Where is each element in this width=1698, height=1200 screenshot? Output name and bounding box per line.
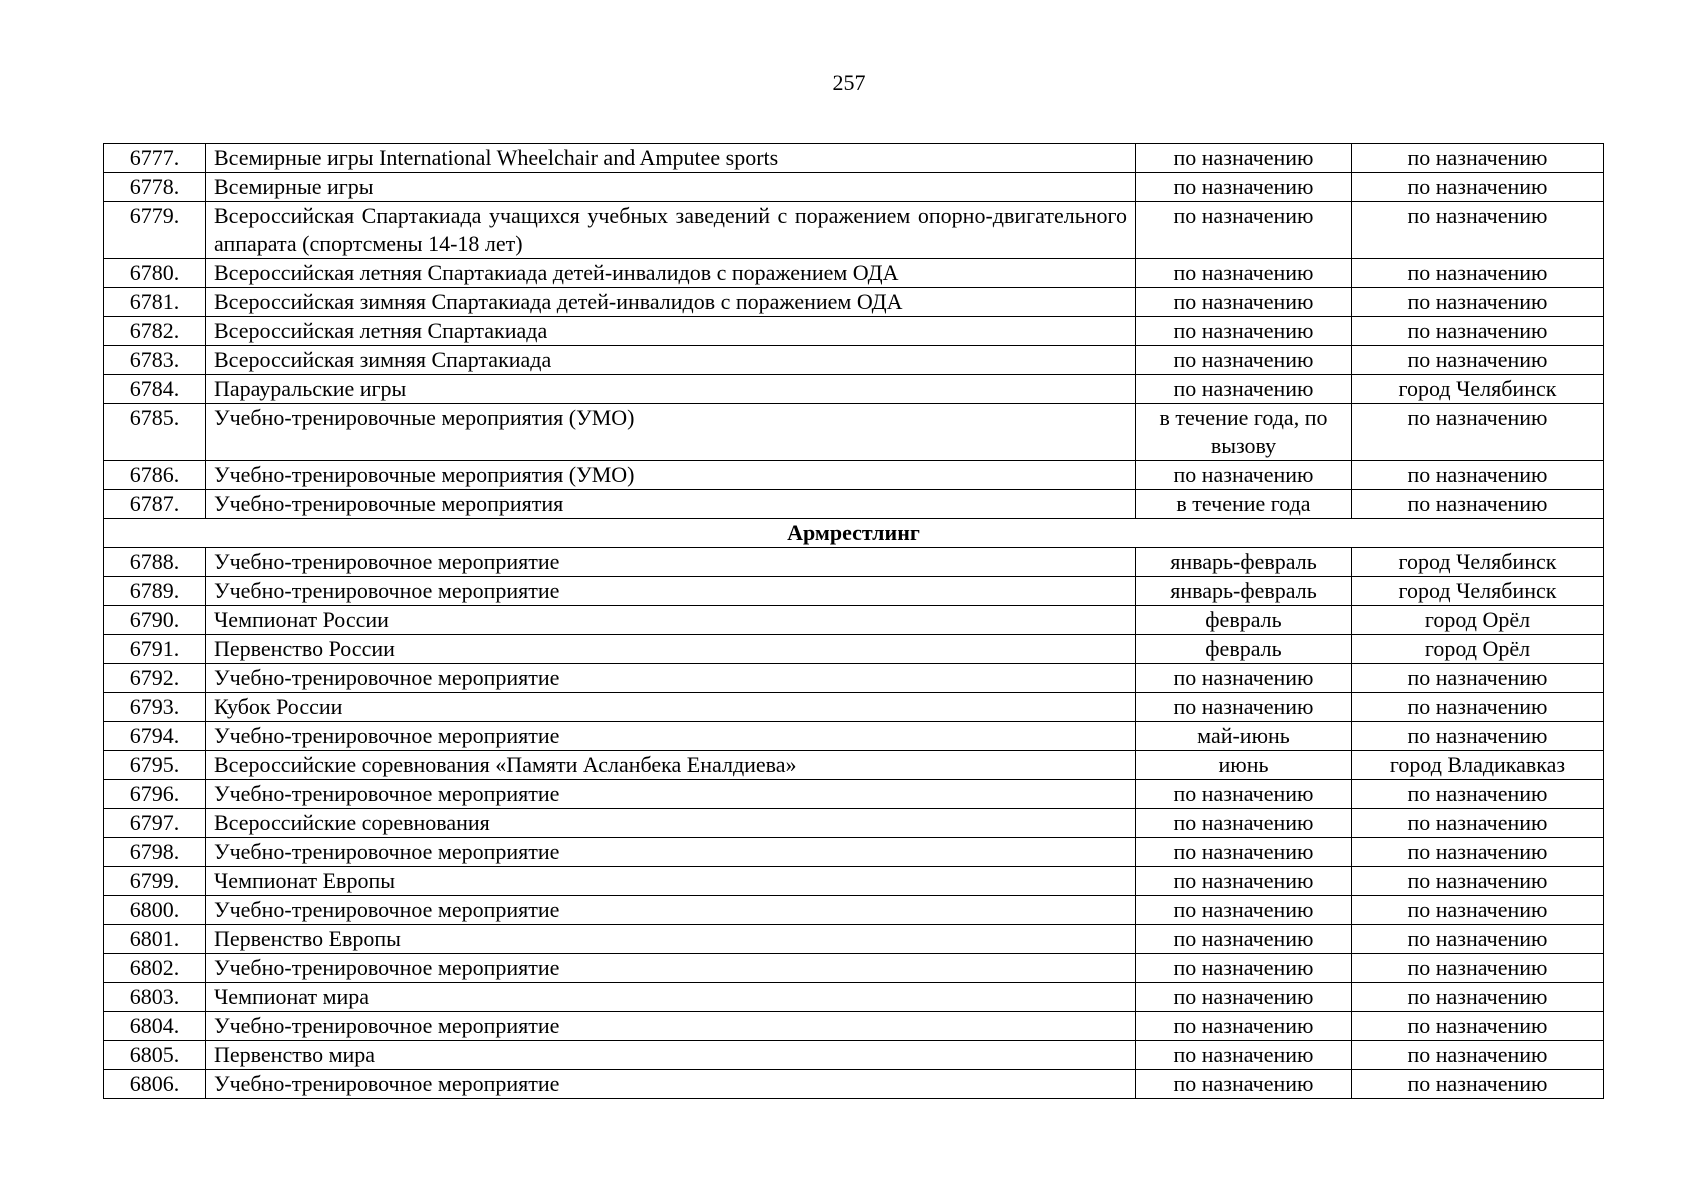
event-date: январь-февраль <box>1136 577 1352 606</box>
event-date: январь-февраль <box>1136 548 1352 577</box>
event-place: по назначению <box>1352 259 1604 288</box>
table-row <box>104 664 1604 693</box>
event-name: Всероссийская летняя Спартакиада <box>206 317 1136 346</box>
table-row <box>104 606 1604 635</box>
event-name: Парауральские игры <box>206 375 1136 404</box>
event-date: в течение года, по вызову <box>1136 404 1352 461</box>
table-row <box>104 375 1604 404</box>
event-date: в течение года <box>1136 490 1352 519</box>
event-name: Учебно-тренировочное мероприятие <box>206 548 1136 577</box>
event-place: по назначению <box>1352 144 1604 173</box>
event-date: по назначению <box>1136 809 1352 838</box>
event-place: город Челябинск <box>1352 548 1604 577</box>
rows-after-section <box>104 548 1604 1099</box>
event-date: по назначению <box>1136 346 1352 375</box>
row-number: 6792. <box>104 664 206 693</box>
row-number: 6785. <box>104 404 206 461</box>
event-date: по назначению <box>1136 317 1352 346</box>
event-date: по назначению <box>1136 693 1352 722</box>
table-row <box>104 867 1604 896</box>
table-row <box>104 490 1604 519</box>
event-name: Первенство мира <box>206 1041 1136 1070</box>
event-place: по назначению <box>1352 490 1604 519</box>
event-place: по назначению <box>1352 288 1604 317</box>
table-row <box>104 144 1604 173</box>
table-row <box>104 346 1604 375</box>
row-number: 6779. <box>104 202 206 259</box>
event-name: Учебно-тренировочное мероприятие <box>206 577 1136 606</box>
event-date: по назначению <box>1136 954 1352 983</box>
row-number: 6806. <box>104 1070 206 1099</box>
event-date: по назначению <box>1136 259 1352 288</box>
event-date: по назначению <box>1136 925 1352 954</box>
event-place: по назначению <box>1352 461 1604 490</box>
event-date: по назначению <box>1136 780 1352 809</box>
event-name: Всемирные игры <box>206 173 1136 202</box>
table-row <box>104 838 1604 867</box>
event-name: Учебно-тренировочное мероприятие <box>206 722 1136 751</box>
row-number: 6799. <box>104 867 206 896</box>
table-row <box>104 173 1604 202</box>
row-number: 6800. <box>104 896 206 925</box>
event-name: Учебно-тренировочное мероприятие <box>206 1012 1136 1041</box>
section-header-group <box>104 519 1604 548</box>
row-number: 6782. <box>104 317 206 346</box>
event-name: Учебно-тренировочное мероприятие <box>206 1070 1136 1099</box>
event-place: по назначению <box>1352 1012 1604 1041</box>
table-row <box>104 1012 1604 1041</box>
event-place: по назначению <box>1352 664 1604 693</box>
event-place: по назначению <box>1352 896 1604 925</box>
event-name: Всероссийская летняя Спартакиада детей-инвалидов с поражением ОДА <box>206 259 1136 288</box>
event-place: город Орёл <box>1352 606 1604 635</box>
row-number: 6783. <box>104 346 206 375</box>
table-row <box>104 288 1604 317</box>
row-number: 6804. <box>104 1012 206 1041</box>
rows-before-section <box>104 144 1604 519</box>
row-number: 6805. <box>104 1041 206 1070</box>
table-row <box>104 404 1604 461</box>
row-number: 6795. <box>104 751 206 780</box>
event-date: по назначению <box>1136 1012 1352 1041</box>
event-place: город Челябинск <box>1352 375 1604 404</box>
event-name: Всемирные игры International Wheelchair and Amputee sports <box>206 144 1136 173</box>
row-number: 6798. <box>104 838 206 867</box>
event-name: Кубок России <box>206 693 1136 722</box>
row-number: 6778. <box>104 173 206 202</box>
row-number: 6784. <box>104 375 206 404</box>
table-row <box>104 202 1604 259</box>
event-place: город Владикавказ <box>1352 751 1604 780</box>
event-place: город Челябинск <box>1352 577 1604 606</box>
event-name: Чемпионат Европы <box>206 867 1136 896</box>
event-name: Первенство России <box>206 635 1136 664</box>
row-number: 6780. <box>104 259 206 288</box>
row-number: 6791. <box>104 635 206 664</box>
event-name: Всероссийские соревнования <box>206 809 1136 838</box>
event-place: по назначению <box>1352 1070 1604 1099</box>
event-place: по назначению <box>1352 983 1604 1012</box>
event-date: по назначению <box>1136 664 1352 693</box>
event-name: Учебно-тренировочные мероприятия (УМО) <box>206 404 1136 461</box>
event-date: по назначению <box>1136 288 1352 317</box>
row-number: 6793. <box>104 693 206 722</box>
event-place: по назначению <box>1352 202 1604 259</box>
event-date: по назначению <box>1136 1041 1352 1070</box>
event-date: февраль <box>1136 635 1352 664</box>
event-name: Чемпионат мира <box>206 983 1136 1012</box>
event-date: по назначению <box>1136 838 1352 867</box>
event-date: по назначению <box>1136 173 1352 202</box>
event-date: по назначению <box>1136 375 1352 404</box>
event-name: Учебно-тренировочное мероприятие <box>206 664 1136 693</box>
row-number: 6794. <box>104 722 206 751</box>
row-number: 6801. <box>104 925 206 954</box>
table-row <box>104 693 1604 722</box>
event-place: по назначению <box>1352 954 1604 983</box>
event-name: Всероссийская зимняя Спартакиада детей-инвалидов с поражением ОДА <box>206 288 1136 317</box>
event-place: по назначению <box>1352 1041 1604 1070</box>
row-number: 6781. <box>104 288 206 317</box>
event-date: по назначению <box>1136 1070 1352 1099</box>
event-date: по назначению <box>1136 202 1352 259</box>
event-date: по назначению <box>1136 896 1352 925</box>
event-date: по назначению <box>1136 461 1352 490</box>
event-name: Всероссийская Спартакиада учащихся учебных заведений с поражением опорно-двигательного аппарата (спортсмены 14-18 лет) <box>206 202 1136 259</box>
event-name: Учебно-тренировочное мероприятие <box>206 954 1136 983</box>
section-title: Армрестлинг <box>104 519 1604 548</box>
row-number: 6802. <box>104 954 206 983</box>
event-place: по назначению <box>1352 867 1604 896</box>
table-row <box>104 896 1604 925</box>
table-row <box>104 317 1604 346</box>
row-number: 6787. <box>104 490 206 519</box>
event-name: Учебно-тренировочные мероприятия <box>206 490 1136 519</box>
event-date: май-июнь <box>1136 722 1352 751</box>
row-number: 6797. <box>104 809 206 838</box>
event-name: Учебно-тренировочное мероприятие <box>206 896 1136 925</box>
event-date: февраль <box>1136 606 1352 635</box>
table-row <box>104 925 1604 954</box>
event-name: Чемпионат России <box>206 606 1136 635</box>
table-row <box>104 780 1604 809</box>
table-row <box>104 635 1604 664</box>
row-number: 6788. <box>104 548 206 577</box>
event-place: по назначению <box>1352 693 1604 722</box>
event-date: по назначению <box>1136 867 1352 896</box>
table-row <box>104 548 1604 577</box>
event-name: Всероссийская зимняя Спартакиада <box>206 346 1136 375</box>
table-row <box>104 751 1604 780</box>
row-number: 6786. <box>104 461 206 490</box>
event-date: по назначению <box>1136 983 1352 1012</box>
event-place: город Орёл <box>1352 635 1604 664</box>
event-place: по назначению <box>1352 722 1604 751</box>
table-row <box>104 983 1604 1012</box>
table-row <box>104 1041 1604 1070</box>
table-row <box>104 722 1604 751</box>
event-place: по назначению <box>1352 838 1604 867</box>
event-place: по назначению <box>1352 404 1604 461</box>
row-number: 6803. <box>104 983 206 1012</box>
page-number: 257 <box>832 70 866 95</box>
row-number: 6777. <box>104 144 206 173</box>
event-place: по назначению <box>1352 317 1604 346</box>
row-number: 6796. <box>104 780 206 809</box>
event-date: июнь <box>1136 751 1352 780</box>
event-date: по назначению <box>1136 144 1352 173</box>
table-row <box>104 461 1604 490</box>
event-place: по назначению <box>1352 809 1604 838</box>
row-number: 6789. <box>104 577 206 606</box>
table-row <box>104 577 1604 606</box>
event-name: Всероссийские соревнования «Памяти Асланбека Еналдиева» <box>206 751 1136 780</box>
events-table <box>103 143 1604 1099</box>
event-place: по назначению <box>1352 780 1604 809</box>
section-header-row <box>104 519 1604 548</box>
event-place: по назначению <box>1352 925 1604 954</box>
event-place: по назначению <box>1352 346 1604 375</box>
event-name: Учебно-тренировочное мероприятие <box>206 780 1136 809</box>
table-row <box>104 259 1604 288</box>
event-name: Учебно-тренировочное мероприятие <box>206 838 1136 867</box>
row-number: 6790. <box>104 606 206 635</box>
event-name: Первенство Европы <box>206 925 1136 954</box>
event-name: Учебно-тренировочные мероприятия (УМО) <box>206 461 1136 490</box>
table-row <box>104 1070 1604 1099</box>
table-row <box>104 809 1604 838</box>
event-place: по назначению <box>1352 173 1604 202</box>
table-row <box>104 954 1604 983</box>
